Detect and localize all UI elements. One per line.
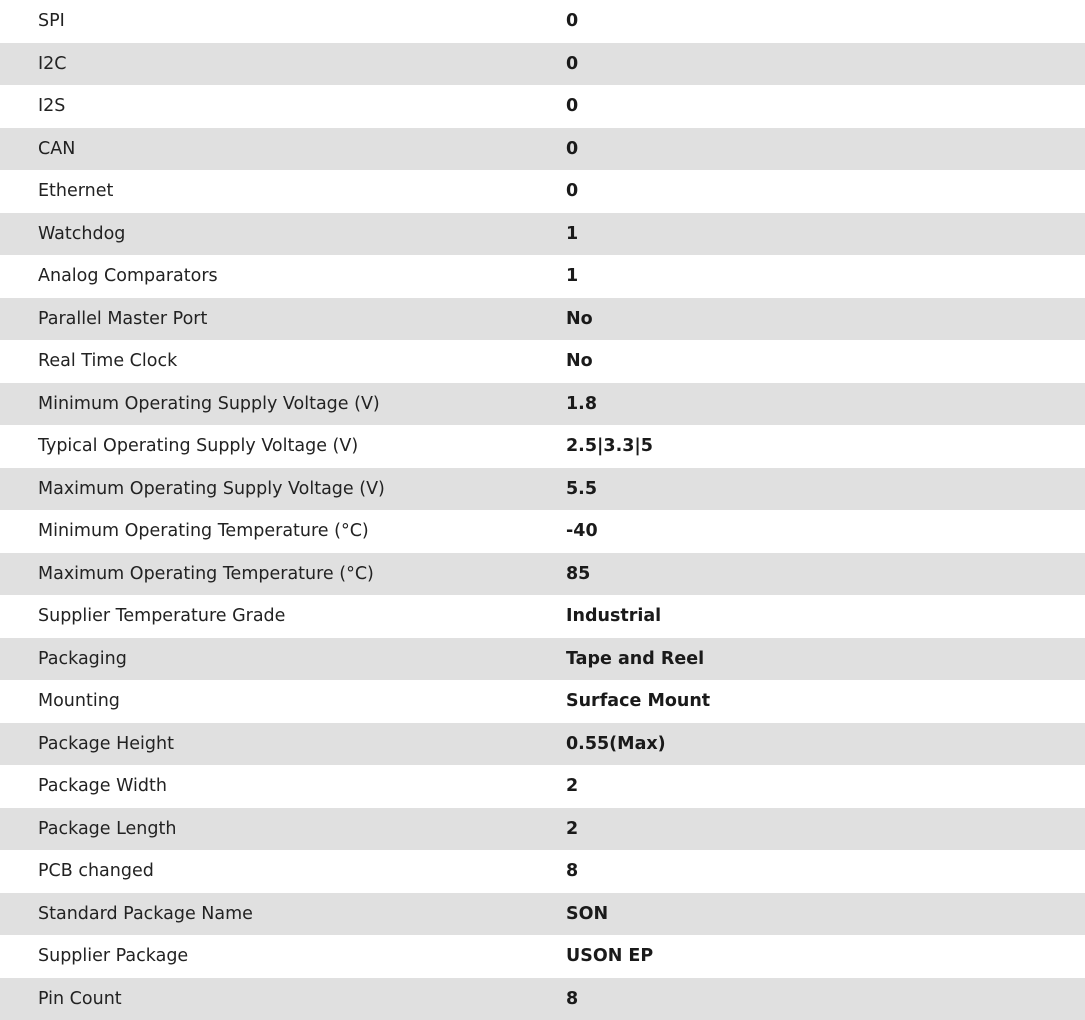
spec-row-min-operating-temperature	[0, 510, 1085, 553]
spec-value: USON EP	[566, 935, 1085, 978]
spec-value: Industrial	[566, 595, 1085, 638]
spec-label: Supplier Package	[0, 935, 566, 978]
spec-row-package-length	[0, 808, 1085, 851]
spec-value: 1	[566, 255, 1085, 298]
spec-row-max-supply-voltage	[0, 468, 1085, 511]
spec-row-parallel-master-port	[0, 298, 1085, 341]
spec-row-watchdog	[0, 213, 1085, 256]
spec-value: Tape and Reel	[566, 638, 1085, 681]
spec-label: Typical Operating Supply Voltage (V)	[0, 425, 566, 468]
spec-row-supplier-package	[0, 935, 1085, 978]
spec-label: Maximum Operating Supply Voltage (V)	[0, 468, 566, 511]
spec-label: Ethernet	[0, 170, 566, 213]
spec-row-package-height	[0, 723, 1085, 766]
spec-row-min-supply-voltage	[0, 383, 1085, 426]
spec-label: Pin Count	[0, 978, 566, 1020]
spec-value: 0	[566, 85, 1085, 128]
spec-label: Analog Comparators	[0, 255, 566, 298]
spec-label: Packaging	[0, 638, 566, 681]
spec-row-real-time-clock	[0, 340, 1085, 383]
spec-value: Surface Mount	[566, 680, 1085, 723]
spec-label: Maximum Operating Temperature (°C)	[0, 553, 566, 596]
spec-value: 0.55(Max)	[566, 723, 1085, 766]
spec-value: 0	[566, 170, 1085, 213]
spec-row-ethernet	[0, 170, 1085, 213]
spec-label: PCB changed	[0, 850, 566, 893]
spec-label: Mounting	[0, 680, 566, 723]
spec-value: 1	[566, 213, 1085, 256]
spec-value: 1.8	[566, 383, 1085, 426]
spec-label: I2C	[0, 43, 566, 86]
spec-value: -40	[566, 510, 1085, 553]
spec-label: Minimum Operating Temperature (°C)	[0, 510, 566, 553]
spec-label: Package Width	[0, 765, 566, 808]
spec-row-pin-count	[0, 978, 1085, 1020]
spec-value: SON	[566, 893, 1085, 936]
spec-label: Watchdog	[0, 213, 566, 256]
spec-row-mounting	[0, 680, 1085, 723]
spec-value: 85	[566, 553, 1085, 596]
spec-value: 0	[566, 128, 1085, 171]
spec-row-standard-package-name	[0, 893, 1085, 936]
spec-row-package-width	[0, 765, 1085, 808]
spec-row-packaging	[0, 638, 1085, 681]
spec-row-pcb-changed	[0, 850, 1085, 893]
spec-label: SPI	[0, 0, 566, 43]
spec-value: 0	[566, 43, 1085, 86]
spec-value: 5.5	[566, 468, 1085, 511]
spec-row-temperature-grade	[0, 595, 1085, 638]
spec-row-analog-comparators	[0, 255, 1085, 298]
spec-label: Parallel Master Port	[0, 298, 566, 341]
spec-row-can	[0, 128, 1085, 171]
spec-label: Standard Package Name	[0, 893, 566, 936]
spec-value: No	[566, 340, 1085, 383]
spec-value: 8	[566, 978, 1085, 1020]
spec-label: Real Time Clock	[0, 340, 566, 383]
spec-value: No	[566, 298, 1085, 341]
spec-label: Minimum Operating Supply Voltage (V)	[0, 383, 566, 426]
spec-row-typical-supply-voltage	[0, 425, 1085, 468]
spec-label: I2S	[0, 85, 566, 128]
spec-label: Package Height	[0, 723, 566, 766]
spec-row-max-operating-temperature	[0, 553, 1085, 596]
spec-value: 2.5|3.3|5	[566, 425, 1085, 468]
spec-row-i2c	[0, 43, 1085, 86]
spec-value: 2	[566, 765, 1085, 808]
spec-value: 0	[566, 0, 1085, 43]
spec-label: Package Length	[0, 808, 566, 851]
spec-row-spi	[0, 0, 1085, 43]
spec-label: Supplier Temperature Grade	[0, 595, 566, 638]
spec-label: CAN	[0, 128, 566, 171]
spec-value: 8	[566, 850, 1085, 893]
spec-value: 2	[566, 808, 1085, 851]
spec-row-i2s	[0, 85, 1085, 128]
